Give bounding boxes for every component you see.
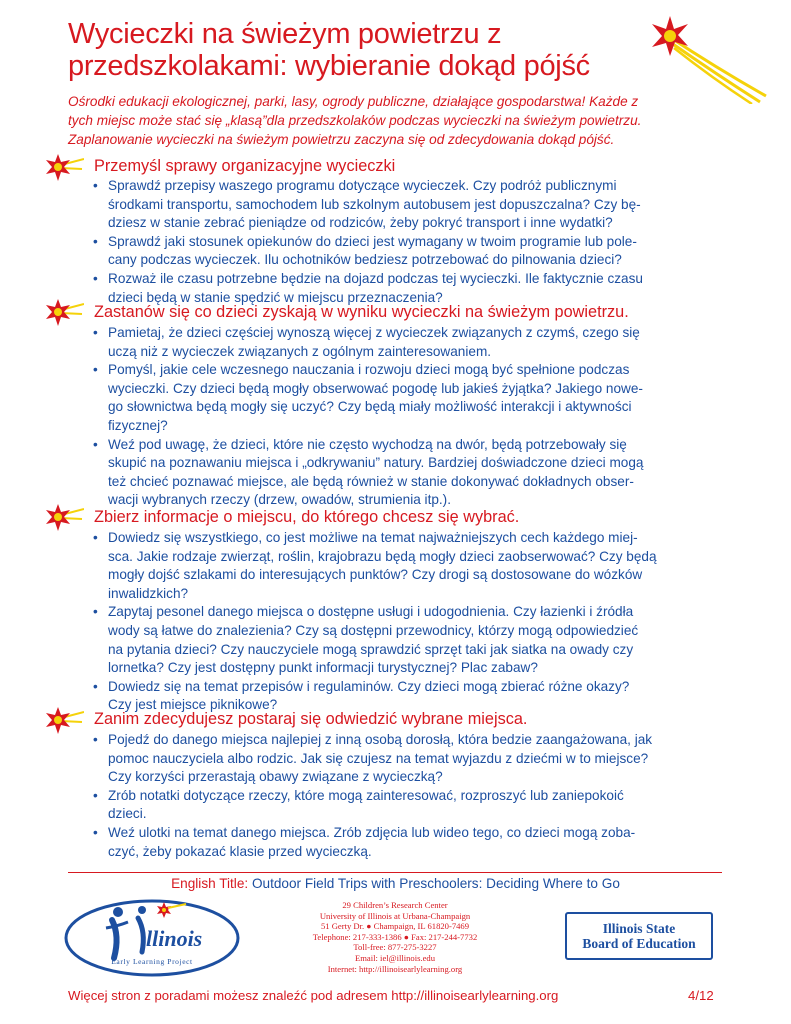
list-item — [92, 324, 732, 361]
list-item-line: środkami transportu, samochodem lub szkolnym autobusem jest dopuszczalna? Czy bę- — [108, 196, 641, 212]
star-bullet-icon — [44, 706, 84, 736]
page-title — [68, 18, 668, 82]
list-item — [92, 361, 732, 435]
illinois-early-learning-logo — [62, 896, 242, 978]
list-item — [92, 603, 732, 677]
list-item-line: cany podczas wycieczek. Ilu ochotników bedziesz potrzebować do pilnowania dzieci? — [108, 252, 622, 268]
section-heading: Przemyśl sprawy organizacyjne wycieczki — [94, 157, 396, 175]
shooting-star-icon — [648, 14, 768, 104]
list-item-line: sca. Jakie rodzaje zwierząt, roślin, krajobrazu będą mogły dzieci zaobserwować? Czy będą — [108, 548, 657, 564]
list-item-line: • Dowiedz się na temat przepisów i regulaminów. Czy dzieci mogą zbierać różne okazy? — [108, 678, 630, 694]
contact-line: 51 Gerty Dr. ● Champaign, IL 61820-7469 — [320, 921, 470, 932]
list-item — [92, 824, 732, 861]
title-line: przedszkolakami: wybieranie dokąd pójść — [68, 50, 590, 82]
section-heading: Zanim zdecydujesz postaraj się odwiedzić wybrane miejsca. — [94, 710, 528, 728]
english-title-label: English Title: — [171, 876, 249, 891]
list-item-line: Czy jest miejsce piknikowe? — [108, 697, 278, 713]
isbe-logo — [565, 912, 713, 960]
list-item — [92, 731, 732, 787]
list-item-line: • Weź pod uwagę, że dzieci, które nie często wychodzą na dwór, będą potrzebowały się — [108, 436, 627, 452]
list-item-line: • Pomyśl, jakie cele wczesnego nauczania i rozwoju dzieci mogą być spełnione podczas — [108, 362, 630, 378]
contact-info — [280, 900, 510, 974]
list-item — [92, 529, 732, 603]
list-item-line: • Sprawdź przepisy waszego programu dotyczące wycieczek. Czy podróż publicznymi — [108, 178, 617, 193]
logo-tagline: Early Learning Project — [111, 957, 193, 966]
list-item-line: mogły dojść szlakami do interesujących punktów? Czy drogi są dostosowane do wózków — [108, 567, 643, 583]
list-item-line: dziesz w stanie zebrać pieniądze od rodziców, żeby pokryć transport i inne wydatki? — [108, 215, 613, 231]
contact-line: Telephone: 217-333-1386 ● Fax: 217-244-7732 — [312, 931, 478, 942]
english-title — [0, 875, 791, 893]
contact-line: Internet: http://illinoisearlylearning.org — [327, 963, 463, 974]
list-item-line: • Weź ulotki na temat danego miejsca. Zrób zdjęcia lub wideo tego, co dzieci mogą zoba- — [108, 824, 636, 840]
intro-line: Zaplanowanie wycieczki na świeżym powietrzu zaczyna się od zdecydowania dokąd pójść. — [68, 132, 615, 148]
list-item-line: • Dowiedz się wszystkiego, co jest możliwe na temat najważniejszych cech każdego miej- — [108, 530, 638, 545]
footer-date: 4/12 — [688, 988, 714, 1003]
list-item-line: też chcieć poznawać miejsce, ale będą również w stanie dokonywać dokładnych obser- — [108, 473, 634, 489]
contact-line: Email: iel@illinois.edu — [355, 952, 435, 963]
list-item-line: pomoc nauczyciela albo rodzic. Jak się czujesz na temat wyjazdu z dziećmi w to miejsce? — [108, 750, 649, 766]
list-item-line: go słownictwa będą mogły się uczyć? Czy będą miały możliwość interakcji i aktywności — [108, 399, 632, 415]
english-title-text: Outdoor Field Trips with Preschoolers: Deciding Where to Go — [251, 876, 620, 891]
list-item-line: wycieczki. Czy dzieci będą mogły obserwować pogodę lub jakieś żyjątka? Jakiego nowe- — [108, 380, 643, 396]
list-item-line: lornetka? Czy jest dostępny punkt informacji turystycznej? Plac zabaw? — [108, 660, 538, 676]
bullet-list — [92, 324, 732, 510]
bullet-list — [92, 529, 732, 715]
intro-paragraph — [68, 92, 718, 150]
list-item — [92, 177, 732, 233]
list-item-line: dzieci. — [108, 806, 147, 822]
isbe-line: Board of Education — [582, 936, 696, 951]
contact-line: University of Illinois at Urbana-Champaign — [319, 910, 471, 921]
list-item-line: skupić na poznawaniu miejsca i „odkrywaniu” natury. Bardziej doświadczone dzieci mogą — [108, 455, 644, 471]
intro-line: Ośrodki edukacji ekologicznej, parki, lasy, ogrody publiczne, działające gospodarstwa! Każde z — [68, 94, 639, 109]
list-item-line: • Pamietaj, że dzieci częściej wynoszą więcej z wycieczek związanych z czymś, czego się — [108, 325, 640, 340]
list-item-line: Czy korzyści przerastają obawy związane z wycieczką? — [108, 769, 443, 785]
footer-divider — [68, 872, 722, 873]
list-item-line: fizycznej? — [108, 417, 168, 433]
star-bullet-icon — [44, 153, 84, 183]
bullet-list — [92, 731, 732, 861]
star-bullet-icon — [44, 503, 84, 533]
list-item-line: • Zapytaj pesonel danego miejsca o dostępne usługi i udogodnienia. Czy łazienki i źródła — [108, 604, 634, 620]
list-item-line: wacji wybranych rzeczy (drzew, owadów, strumienia itp.). — [108, 492, 451, 508]
contact-line: Toll-free: 877-275-3227 — [353, 942, 437, 953]
list-item — [92, 787, 732, 824]
bullet-list — [92, 177, 732, 307]
list-item-line: wody są łatwe do znalezienia? Czy są dostępni przewodnicy, którzy mogą odpowiedzieć — [108, 622, 639, 638]
star-bullet-icon — [44, 298, 84, 328]
title-line: Wycieczki na świeżym powietrzu z — [68, 18, 502, 50]
footer-more-link-text: Więcej stron z poradami możesz znaleźć pod adresem http://illinoisearlylearning.org — [68, 988, 559, 1003]
intro-line: tych miejsc może stać się „klasą”dla przedszkolaków podczas wycieczki na świeżym powietrzu. — [68, 113, 642, 129]
section-heading: Zbierz informacje o miejscu, do którego chcesz się wybrać. — [94, 508, 520, 526]
section-heading: Zastanów się co dzieci zyskają w wyniku wycieczki na świeżym powietrzu. — [94, 303, 629, 321]
contact-line: 29 Children’s Research Center — [342, 900, 448, 910]
logo-word: llinois — [146, 926, 203, 951]
list-item-line: czyć, żeby pokazać klasie przed wycieczką. — [108, 843, 372, 859]
list-item-line: • Sprawdź jaki stosunek opiekunów do dzieci jest wymagany w twoim programie lub pole- — [108, 233, 637, 249]
list-item-line: • Pojedź do danego miejsca najlepiej z inną osobą dorosłą, która bedzie zaangażowana, jak — [108, 732, 653, 747]
list-item — [92, 436, 732, 510]
list-item-line: dzieci będą w stanie spędzić w miejscu przeznaczenia? — [108, 289, 443, 305]
list-item-line: inwalidzkich? — [108, 585, 189, 601]
list-item — [92, 233, 732, 270]
isbe-line: Illinois State — [602, 921, 676, 936]
list-item-line: uczą niż z wycieczek związanych z ogólnym zainteresowaniem. — [108, 343, 492, 359]
list-item-line: • Rozważ ile czasu potrzebne będzie na dojazd podczas tej wycieczki. Ile faktycznie czasu — [108, 270, 643, 286]
list-item-line: • Zrób notatki dotyczące rzeczy, które mogą zainteresować, rozproszyć lub zaniepokoić — [108, 787, 624, 803]
list-item-line: na pytania dzieci? Czy nauczyciele mogą sprawdzić sprzęt taki jak siatka na owady czy — [108, 641, 634, 657]
